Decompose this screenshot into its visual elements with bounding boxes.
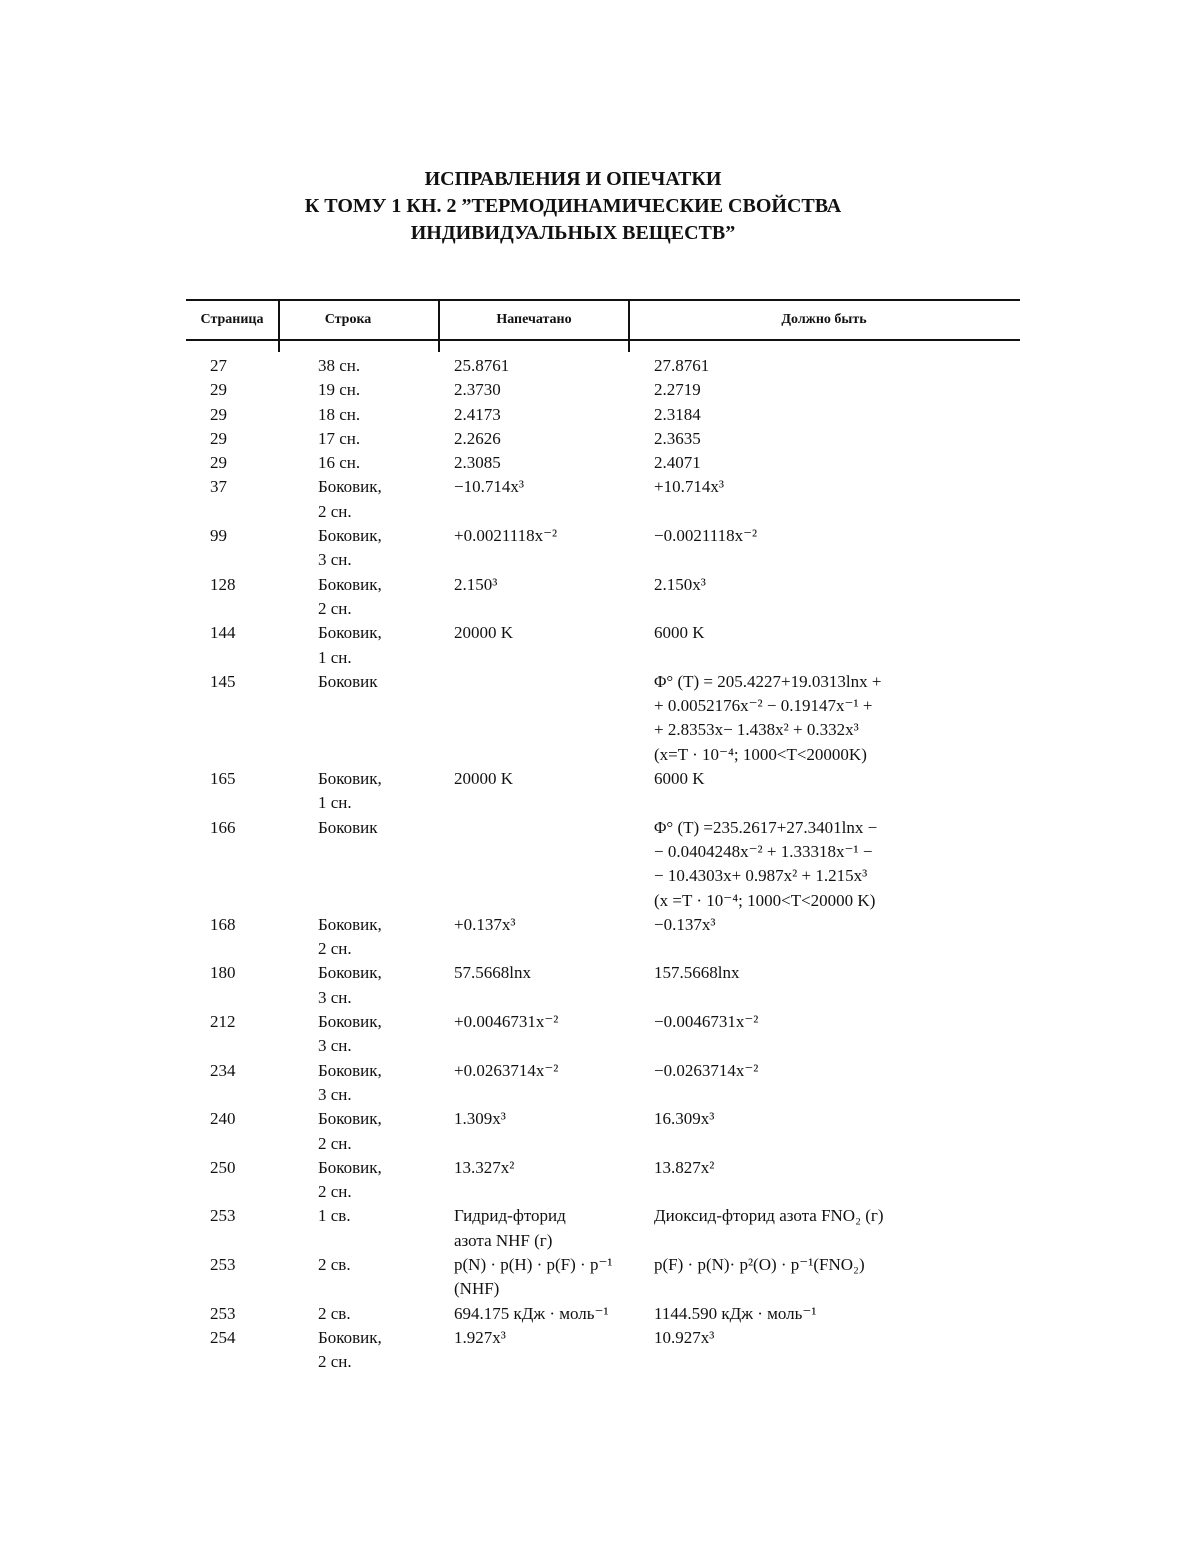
page-cell-line: 253 bbox=[210, 1303, 236, 1323]
correct-cell-line: 6000 K bbox=[654, 769, 705, 789]
printed-cell bbox=[454, 1253, 654, 1302]
line-cell-line: 2 сн. bbox=[318, 1352, 352, 1372]
correct-cell-line: 2.150x³ bbox=[654, 574, 706, 594]
line-cell-line: 2 св. bbox=[318, 1303, 351, 1323]
correct-cell-line: 16.309x³ bbox=[654, 1109, 715, 1129]
page-cell bbox=[210, 1302, 270, 1326]
correct-cell-line: − 10.4303x+ 0.987x² + 1.215x³ bbox=[654, 866, 868, 886]
printed-cell-line: p(N) · p(H) · p(F) · p⁻¹ bbox=[454, 1254, 613, 1274]
page-cell bbox=[210, 670, 270, 694]
correct-cell bbox=[654, 816, 1024, 913]
table-row bbox=[186, 1010, 1020, 1059]
printed-cell-line: 694.175 кДж · моль⁻¹ bbox=[454, 1303, 609, 1323]
correct-cell bbox=[654, 573, 1024, 597]
printed-cell bbox=[454, 1156, 654, 1180]
printed-cell bbox=[454, 573, 654, 597]
correct-cell bbox=[654, 354, 1024, 378]
table-row bbox=[186, 670, 1020, 767]
line-cell-line: 16 сн. bbox=[318, 453, 361, 473]
printed-cell-line: +0.0046731x⁻² bbox=[454, 1012, 559, 1032]
table-row bbox=[186, 816, 1020, 913]
correct-cell bbox=[654, 378, 1024, 402]
page-cell bbox=[210, 913, 270, 937]
printed-cell-line: 2.2626 bbox=[454, 428, 501, 448]
correct-cell-line: 2.3635 bbox=[654, 428, 701, 448]
printed-cell bbox=[454, 1059, 654, 1083]
line-cell bbox=[318, 767, 448, 816]
line-cell-line: Боковик, bbox=[318, 1157, 382, 1177]
table-row bbox=[186, 1302, 1020, 1326]
page-cell-line: 254 bbox=[210, 1327, 236, 1347]
printed-cell-line: 2.3085 bbox=[454, 453, 501, 473]
correct-cell-line: (x =T · 10⁻⁴; 1000<T<20000 K) bbox=[654, 890, 876, 910]
page-cell bbox=[210, 1253, 270, 1277]
correct-cell-line: −0.0021118x⁻² bbox=[654, 526, 758, 546]
table-row bbox=[186, 1326, 1020, 1375]
line-cell-line: 2 сн. bbox=[318, 1133, 352, 1153]
line-cell-line: 1 сн. bbox=[318, 647, 352, 667]
correct-cell-line: 2.2719 bbox=[654, 380, 701, 400]
table-row bbox=[186, 1204, 1020, 1253]
page-cell bbox=[210, 816, 270, 840]
printed-cell-line: 57.5668lnx bbox=[454, 963, 531, 983]
printed-cell bbox=[454, 378, 654, 402]
page-cell-line: 37 bbox=[210, 477, 227, 497]
line-cell-line: Боковик, bbox=[318, 526, 382, 546]
correct-cell bbox=[654, 621, 1024, 645]
correct-cell-line: p(F) · p(N)· p²(O) · p⁻¹(FNO₂) bbox=[654, 1254, 865, 1274]
correct-cell bbox=[654, 913, 1024, 937]
line-cell bbox=[318, 1156, 448, 1205]
line-cell-line: 2 сн. bbox=[318, 1182, 352, 1202]
title-line-1: ИСПРАВЛЕНИЯ И ОПЕЧАТКИ bbox=[424, 168, 722, 190]
page-cell-line: 27 bbox=[210, 356, 227, 375]
correct-cell-line: −0.0263714x⁻² bbox=[654, 1060, 759, 1080]
printed-cell-line: 20000 K bbox=[454, 623, 514, 643]
line-cell-line: Боковик, bbox=[318, 769, 382, 789]
page-cell-line: 180 bbox=[210, 963, 236, 983]
printed-cell bbox=[454, 767, 654, 791]
line-cell bbox=[318, 451, 448, 475]
page-cell-line: 144 bbox=[210, 623, 236, 643]
line-cell bbox=[318, 913, 448, 962]
line-cell bbox=[318, 475, 448, 524]
page-cell-line: 250 bbox=[210, 1157, 236, 1177]
correct-cell bbox=[654, 670, 1024, 767]
table-row bbox=[186, 1059, 1020, 1108]
line-cell-line: 38 сн. bbox=[318, 356, 361, 375]
page-cell-line: 29 bbox=[210, 380, 227, 400]
correct-cell-line: −0.0046731x⁻² bbox=[654, 1012, 759, 1032]
table-row bbox=[186, 475, 1020, 524]
title-line-3: ИНДИВИДУАЛЬНЫХ ВЕЩЕСТВ” bbox=[410, 222, 736, 244]
line-cell-line: 3 сн. bbox=[318, 1084, 352, 1104]
correct-cell-line: + 0.0052176x⁻² − 0.19147x⁻¹ + bbox=[654, 696, 873, 716]
correct-cell bbox=[654, 427, 1024, 451]
page-cell bbox=[210, 403, 270, 427]
printed-cell bbox=[454, 1010, 654, 1034]
page-cell bbox=[210, 767, 270, 791]
printed-cell bbox=[454, 354, 654, 378]
printed-cell bbox=[454, 451, 654, 475]
page-cell-line: 99 bbox=[210, 526, 227, 546]
line-cell bbox=[318, 378, 448, 402]
line-cell-line: 17 сн. bbox=[318, 428, 361, 448]
page-cell bbox=[210, 427, 270, 451]
page-cell bbox=[210, 961, 270, 985]
line-cell-line: Боковик, bbox=[318, 1109, 382, 1129]
correct-cell bbox=[654, 961, 1024, 985]
correct-cell-line: 1144.590 кДж · моль⁻¹ bbox=[654, 1303, 817, 1323]
table-row bbox=[186, 767, 1020, 816]
page-cell bbox=[210, 354, 270, 378]
page-cell-line: 29 bbox=[210, 428, 227, 448]
line-cell-line: 2 сн. bbox=[318, 939, 352, 959]
printed-cell-line: 2.4173 bbox=[454, 404, 501, 424]
correct-cell bbox=[654, 1010, 1024, 1034]
page-cell bbox=[210, 524, 270, 548]
table-row bbox=[186, 427, 1020, 451]
printed-cell-line: 2.150³ bbox=[454, 574, 498, 594]
page-cell-line: 212 bbox=[210, 1012, 236, 1032]
page-cell bbox=[210, 1204, 270, 1228]
line-cell-line: Боковик, bbox=[318, 623, 382, 643]
page-cell bbox=[210, 378, 270, 402]
correct-cell bbox=[654, 1107, 1024, 1131]
line-cell-line: 1 св. bbox=[318, 1206, 351, 1226]
page-cell-line: 29 bbox=[210, 453, 227, 473]
table-row bbox=[186, 451, 1020, 475]
line-cell bbox=[318, 1107, 448, 1156]
line-cell-line: Боковик, bbox=[318, 574, 382, 594]
line-cell-line: 19 сн. bbox=[318, 380, 361, 400]
line-cell-line: 18 сн. bbox=[318, 404, 361, 424]
page-cell-line: 29 bbox=[210, 404, 227, 424]
printed-cell-line: 20000 K bbox=[454, 769, 514, 789]
printed-cell-line: +0.0021118x⁻² bbox=[454, 526, 558, 546]
line-cell bbox=[318, 816, 448, 840]
correct-cell-line: + 2.8353x− 1.438x² + 0.332x³ bbox=[654, 720, 859, 740]
correct-cell-line: 13.827x² bbox=[654, 1157, 715, 1177]
correct-cell-line: 10.927x³ bbox=[654, 1327, 715, 1347]
printed-cell-line: азота NHF (г) bbox=[454, 1230, 553, 1250]
line-cell bbox=[318, 670, 448, 694]
page-cell-line: 128 bbox=[210, 574, 236, 594]
correct-cell bbox=[654, 1059, 1024, 1083]
table-row bbox=[186, 573, 1020, 622]
page-cell-line: 166 bbox=[210, 817, 236, 837]
line-cell-line: Боковик, bbox=[318, 1012, 382, 1032]
printed-cell-line: 1.927x³ bbox=[454, 1327, 506, 1347]
printed-cell-line: +0.0263714x⁻² bbox=[454, 1060, 559, 1080]
correct-cell-line: 2.4071 bbox=[654, 453, 701, 473]
correct-cell bbox=[654, 767, 1024, 791]
line-cell-line: 1 сн. bbox=[318, 793, 352, 813]
correct-cell-line: Φ° (T) = 205.4227+19.0313lnx + bbox=[654, 671, 882, 691]
line-cell-line: Боковик bbox=[318, 671, 378, 691]
header-correct: Должно быть bbox=[781, 312, 867, 327]
correct-cell bbox=[654, 1326, 1024, 1350]
correct-cell bbox=[654, 1253, 1024, 1277]
correct-cell-line: 2.3184 bbox=[654, 404, 701, 424]
title-line-2: К ТОМУ 1 КН. 2 ”ТЕРМОДИНАМИЧЕСКИЕ СВОЙСТВА bbox=[304, 195, 842, 217]
line-cell-line: 3 сн. bbox=[318, 987, 352, 1007]
table-row bbox=[186, 354, 1020, 378]
table-row bbox=[186, 524, 1020, 573]
printed-cell bbox=[454, 1107, 654, 1131]
page-cell bbox=[210, 1156, 270, 1180]
page-cell bbox=[210, 621, 270, 645]
correct-cell-line: − 0.0404248x⁻² + 1.33318x⁻¹ − bbox=[654, 841, 873, 861]
printed-cell-line: 25.8761 bbox=[454, 356, 510, 375]
line-cell bbox=[318, 354, 448, 378]
header-page: Страница bbox=[200, 312, 264, 327]
table-row bbox=[186, 1107, 1020, 1156]
line-cell bbox=[318, 1010, 448, 1059]
page-cell-line: 240 bbox=[210, 1109, 236, 1129]
correct-cell-line: Φ° (T) =235.2617+27.3401lnx − bbox=[654, 817, 878, 837]
page-cell bbox=[210, 475, 270, 499]
page-cell bbox=[210, 1326, 270, 1350]
page-cell-line: 253 bbox=[210, 1254, 236, 1274]
line-cell bbox=[318, 573, 448, 622]
correct-cell bbox=[654, 1302, 1024, 1326]
line-cell-line: 3 сн. bbox=[318, 550, 352, 570]
correct-cell-line: 6000 K bbox=[654, 623, 705, 643]
line-cell-line: 2 св. bbox=[318, 1254, 351, 1274]
correct-cell bbox=[654, 475, 1024, 499]
line-cell-line: Боковик bbox=[318, 817, 378, 837]
line-cell bbox=[318, 1302, 448, 1326]
table-row bbox=[186, 1156, 1020, 1205]
line-cell bbox=[318, 961, 448, 1010]
printed-cell bbox=[454, 475, 654, 499]
correct-cell bbox=[654, 1156, 1024, 1180]
printed-cell-line: Гидрид-фторид bbox=[454, 1206, 566, 1226]
line-cell bbox=[318, 524, 448, 573]
page-cell-line: 234 bbox=[210, 1060, 236, 1080]
table-row bbox=[186, 621, 1020, 670]
line-cell-line: Боковик, bbox=[318, 477, 382, 497]
table-row bbox=[186, 378, 1020, 402]
table-row bbox=[186, 1253, 1020, 1302]
line-cell bbox=[318, 1204, 448, 1228]
page-cell bbox=[210, 1010, 270, 1034]
printed-cell-line: +0.137x³ bbox=[454, 914, 516, 934]
printed-cell bbox=[454, 961, 654, 985]
line-cell bbox=[318, 621, 448, 670]
header-line: Строка bbox=[324, 312, 372, 327]
line-cell bbox=[318, 1326, 448, 1375]
correct-cell bbox=[654, 451, 1024, 475]
correct-cell bbox=[654, 1204, 1024, 1228]
printed-cell bbox=[454, 1302, 654, 1326]
page-cell-line: 145 bbox=[210, 671, 236, 691]
table-row bbox=[186, 961, 1020, 1010]
printed-cell bbox=[454, 913, 654, 937]
correct-cell bbox=[654, 524, 1024, 548]
printed-cell bbox=[454, 1204, 654, 1253]
printed-cell-line: 1.309x³ bbox=[454, 1109, 506, 1129]
printed-cell-line: (NHF) bbox=[454, 1279, 500, 1299]
line-cell bbox=[318, 403, 448, 427]
printed-cell bbox=[454, 427, 654, 451]
page-cell-line: 165 bbox=[210, 769, 236, 789]
page-cell-line: 168 bbox=[210, 914, 236, 934]
line-cell-line: Боковик, bbox=[318, 1060, 382, 1080]
line-cell bbox=[318, 1253, 448, 1277]
header-printed: Напечатано bbox=[496, 312, 572, 327]
line-cell-line: 2 сн. bbox=[318, 598, 352, 618]
table-row bbox=[186, 403, 1020, 427]
line-cell bbox=[318, 1059, 448, 1108]
correct-cell-line: 27.8761 bbox=[654, 356, 710, 375]
printed-cell bbox=[454, 403, 654, 427]
printed-cell-line: −10.714x³ bbox=[454, 477, 524, 497]
printed-cell-line: 2.3730 bbox=[454, 380, 501, 400]
table-row bbox=[186, 913, 1020, 962]
line-cell-line: Боковик, bbox=[318, 914, 382, 934]
errata-table-body bbox=[186, 354, 1020, 1374]
correct-cell bbox=[654, 403, 1024, 427]
line-cell-line: 2 сн. bbox=[318, 501, 352, 521]
page-cell bbox=[210, 1059, 270, 1083]
correct-cell-line: (x=T · 10⁻⁴; 1000<T<20000K) bbox=[654, 744, 867, 764]
printed-cell-line: 13.327x² bbox=[454, 1157, 515, 1177]
page-title bbox=[0, 166, 1146, 247]
line-cell-line: Боковик, bbox=[318, 1327, 382, 1347]
line-cell-line: Боковик, bbox=[318, 963, 382, 983]
page-cell bbox=[210, 451, 270, 475]
page-cell-line: 253 bbox=[210, 1206, 236, 1226]
line-cell-line: 3 сн. bbox=[318, 1036, 352, 1056]
correct-cell-line: +10.714x³ bbox=[654, 477, 724, 497]
correct-cell-line: −0.137x³ bbox=[654, 914, 716, 934]
correct-cell-line: Диоксид-фторид азота FNO₂ (г) bbox=[654, 1206, 884, 1226]
page-cell bbox=[210, 1107, 270, 1131]
line-cell bbox=[318, 427, 448, 451]
printed-cell bbox=[454, 621, 654, 645]
printed-cell bbox=[454, 524, 654, 548]
printed-cell bbox=[454, 1326, 654, 1350]
page-cell bbox=[210, 573, 270, 597]
correct-cell-line: 157.5668lnx bbox=[654, 963, 740, 983]
